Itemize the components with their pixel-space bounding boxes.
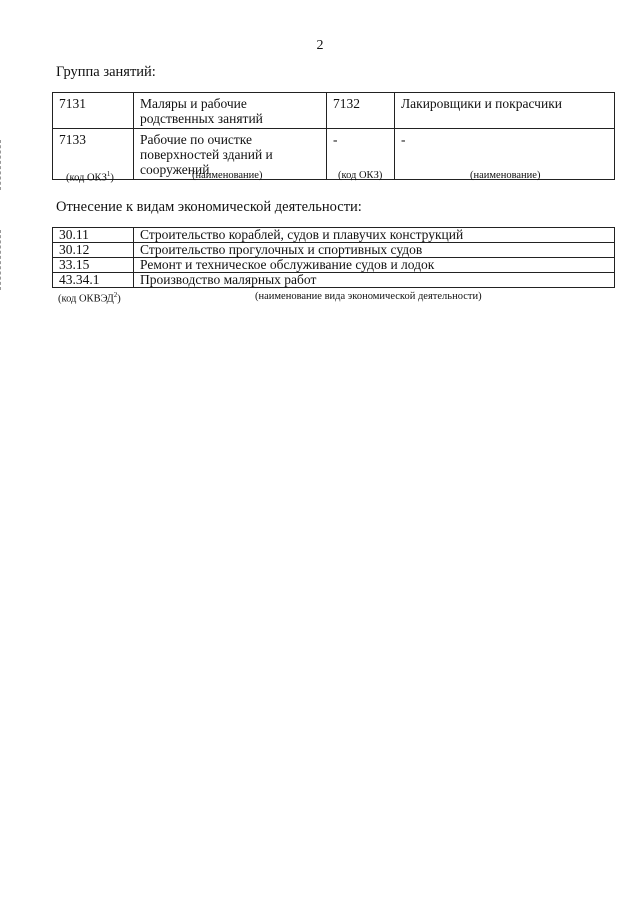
okz-name-cell: Маляры и рабочие родственных занятий — [134, 93, 327, 129]
caption-name: (наименование) — [192, 170, 263, 181]
okz-name-cell: Рабочие по очистке поверхностей зданий и сооружений — [134, 129, 327, 180]
scan-edge-mark — [0, 230, 7, 290]
caption-okz-code: (код ОКЗ$^1$) — [66, 170, 114, 184]
table-row — [53, 273, 615, 288]
scan-edge-mark — [0, 140, 7, 190]
caption-name-2: (наименование) — [470, 170, 541, 181]
okz-name-cell: Лакировщики и покрасчики — [395, 93, 615, 129]
table-row — [53, 243, 615, 258]
occupation-group-heading: Группа занятий: — [56, 64, 156, 80]
okved-name-cell: Строительство кораблей, судов и плавучих конструкций — [134, 228, 615, 243]
okz-code-cell: 7133 — [53, 129, 134, 180]
okved-code-cell: 43.34.1 — [53, 273, 134, 288]
table-row — [53, 228, 615, 243]
caption-activity-name: (наименование вида экономической деятельности) — [255, 291, 482, 302]
okz-code-cell: - — [327, 129, 395, 180]
caption-okz-code-2: (код ОКЗ) — [338, 170, 383, 181]
okved-name-cell: Ремонт и техническое обслуживание судов и лодок — [134, 258, 615, 273]
page-number: 2 — [316, 38, 324, 53]
okved-name-cell: Строительство прогулочных и спортивных судов — [134, 243, 615, 258]
table-row — [53, 258, 615, 273]
okved-code-cell: 30.12 — [53, 243, 134, 258]
activities-heading: Отнесение к видам экономической деятельности: — [56, 199, 362, 215]
occupation-table — [52, 92, 615, 180]
activities-table — [52, 227, 615, 288]
okved-code-cell: 30.11 — [53, 228, 134, 243]
okved-code-cell: 33.15 — [53, 258, 134, 273]
table-row — [53, 93, 615, 129]
okved-name-cell: Производство малярных работ — [134, 273, 615, 288]
okz-code-cell: 7132 — [327, 93, 395, 129]
okz-name-cell: - — [395, 129, 615, 180]
caption-okved-code: (код ОКВЭД$^2$) — [58, 291, 121, 305]
okz-code-cell: 7131 — [53, 93, 134, 129]
